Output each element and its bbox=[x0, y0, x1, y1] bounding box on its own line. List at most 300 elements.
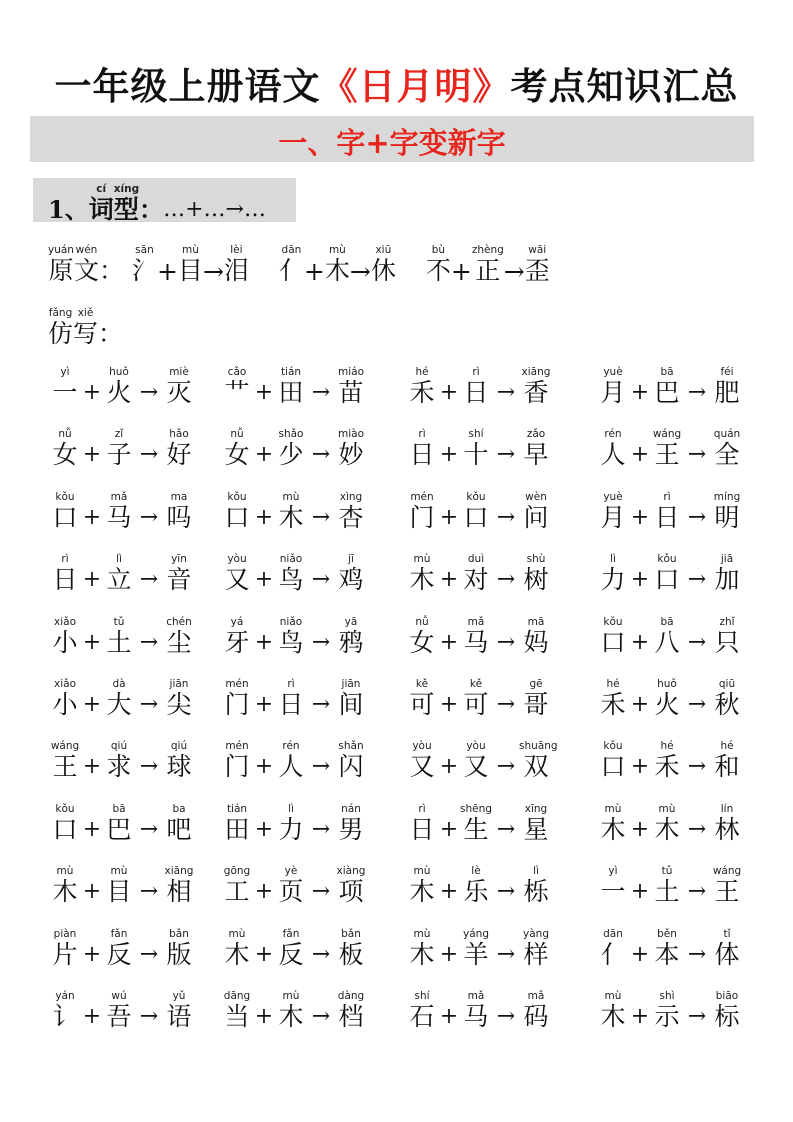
part-a bbox=[405, 678, 439, 720]
pinyin: fǎng bbox=[48, 307, 73, 319]
plus-sign: + bbox=[439, 879, 459, 905]
part-b-pinyin: kǒu bbox=[657, 553, 677, 566]
result-char bbox=[519, 928, 553, 970]
part-a-hanzi: 工 bbox=[224, 877, 250, 907]
plus-sign: + bbox=[630, 380, 650, 405]
result-char-hanzi: 标 bbox=[714, 1001, 740, 1031]
result-char-hanzi: 哥 bbox=[523, 689, 549, 719]
part-a-hanzi: 一 bbox=[600, 877, 626, 907]
part-a bbox=[220, 366, 254, 408]
arrow-sign: → bbox=[496, 691, 516, 717]
plus-sign: + bbox=[82, 380, 102, 405]
part-b bbox=[459, 865, 493, 907]
result-char-pinyin: biāo bbox=[715, 989, 739, 1002]
part-a-pinyin: nǚ bbox=[230, 428, 244, 441]
part-b-hanzi: 木 bbox=[654, 814, 680, 844]
result-char-pinyin: wāi bbox=[528, 244, 547, 256]
result-char-pinyin: jiā bbox=[720, 553, 734, 566]
arrow-sign: → bbox=[311, 691, 331, 717]
result-char bbox=[334, 803, 368, 845]
hanzi: 文 bbox=[73, 256, 99, 285]
result-char-hanzi: 码 bbox=[523, 1001, 549, 1031]
result-char bbox=[519, 616, 553, 658]
title-suffix: 考点知识汇总 bbox=[510, 65, 739, 108]
result-char-hanzi: 样 bbox=[523, 939, 549, 969]
arrow-sign: → bbox=[496, 567, 516, 593]
part-b-hanzi: 又 bbox=[463, 752, 489, 782]
part-a-hanzi: 小 bbox=[52, 689, 78, 719]
result-char-pinyin: qiū bbox=[718, 677, 736, 690]
pinyin: xiě bbox=[77, 307, 94, 319]
part-a-hanzi: 艹 bbox=[224, 378, 250, 407]
arrow-sign: → bbox=[311, 1003, 331, 1029]
part-a bbox=[48, 740, 82, 782]
result-char bbox=[710, 491, 744, 533]
part-b-hanzi: 少 bbox=[278, 440, 304, 470]
part-a-hanzi: 门 bbox=[224, 689, 250, 719]
result-char bbox=[519, 678, 553, 720]
part-b-hanzi: 本 bbox=[654, 939, 680, 969]
result-char-pinyin: jī bbox=[348, 553, 354, 566]
result-char-pinyin: dàng bbox=[337, 989, 365, 1002]
result-char-pinyin: quán bbox=[713, 428, 741, 441]
part-a bbox=[596, 366, 630, 408]
part-a-pinyin: rì bbox=[418, 802, 426, 815]
part-a bbox=[279, 244, 304, 286]
part-b-pinyin: hé bbox=[660, 740, 674, 753]
result-char-hanzi: 鸡 bbox=[338, 565, 364, 595]
part-a-hanzi: 禾 bbox=[409, 378, 435, 407]
arrow-sign: → bbox=[311, 442, 331, 468]
equation-cell bbox=[596, 616, 744, 658]
part-b bbox=[459, 491, 493, 533]
part-b-pinyin: lì bbox=[116, 553, 122, 566]
result-char bbox=[162, 865, 196, 907]
result-char-hanzi: 鸦 bbox=[338, 627, 364, 657]
result-char-hanzi: 相 bbox=[166, 877, 192, 907]
equation-cell bbox=[405, 865, 553, 907]
result-char bbox=[334, 616, 368, 658]
plus-sign: + bbox=[254, 380, 274, 405]
grid-row bbox=[48, 740, 768, 802]
result-char-pinyin: jiān bbox=[169, 677, 189, 690]
plus-sign: + bbox=[630, 816, 650, 842]
part-b-hanzi: 木 bbox=[324, 256, 350, 285]
part-a-hanzi: 月 bbox=[600, 378, 626, 407]
part-a bbox=[596, 990, 630, 1032]
arrow-sign: → bbox=[496, 629, 516, 655]
part-a-hanzi: 口 bbox=[600, 627, 626, 657]
part-a bbox=[596, 928, 630, 970]
plus-sign: + bbox=[82, 879, 102, 905]
result-char bbox=[519, 366, 553, 408]
part-b-pinyin: wú bbox=[111, 989, 127, 1002]
plus-sign: + bbox=[630, 567, 650, 593]
part-b-hanzi: 人 bbox=[278, 752, 304, 782]
arrow-sign: → bbox=[311, 816, 331, 842]
part-b-hanzi: 土 bbox=[106, 627, 132, 657]
result-char-pinyin: bǎn bbox=[341, 927, 361, 940]
result-char-hanzi: 闪 bbox=[338, 752, 364, 782]
part-a bbox=[405, 928, 439, 970]
result-char-hanzi: 秋 bbox=[714, 689, 740, 719]
part-a-hanzi: 当 bbox=[224, 1001, 250, 1031]
result-char bbox=[162, 366, 196, 408]
result-char-hanzi: 星 bbox=[523, 814, 549, 844]
part-b-pinyin: bā bbox=[660, 366, 674, 378]
part-b-pinyin: fǎn bbox=[110, 927, 128, 940]
arrow-sign: → bbox=[687, 816, 707, 842]
part-a-hanzi: 女 bbox=[224, 440, 250, 470]
part-a-pinyin: piàn bbox=[53, 927, 77, 940]
plus-sign: + bbox=[630, 941, 650, 967]
result-char-hanzi: 版 bbox=[166, 939, 192, 969]
part-b-pinyin: yòu bbox=[466, 740, 486, 753]
result-char bbox=[162, 740, 196, 782]
result-char-hanzi: 苗 bbox=[338, 378, 364, 407]
part-b bbox=[102, 928, 136, 970]
part-b-hanzi: 木 bbox=[278, 502, 304, 532]
equation-cell bbox=[220, 928, 368, 970]
part-a-hanzi: 可 bbox=[409, 689, 435, 719]
plus-sign: + bbox=[254, 691, 274, 717]
result-char-pinyin: wèn bbox=[525, 490, 547, 503]
part-b-hanzi: 禾 bbox=[654, 752, 680, 782]
part-a-hanzi: 木 bbox=[52, 877, 78, 907]
arrow-sign: → bbox=[311, 754, 331, 780]
part-a-pinyin: yì bbox=[60, 366, 70, 378]
equation-cell bbox=[596, 990, 744, 1032]
plus-sign: + bbox=[450, 257, 472, 286]
part-a-hanzi: 月 bbox=[600, 502, 626, 532]
equation-cell bbox=[48, 553, 196, 595]
part-a-pinyin: dān bbox=[281, 244, 302, 256]
equation-cell bbox=[220, 740, 368, 782]
part-a bbox=[220, 553, 254, 595]
part-b-pinyin: bā bbox=[660, 615, 674, 628]
part-b-pinyin: duì bbox=[467, 553, 485, 566]
plus-sign: + bbox=[254, 941, 274, 967]
part-b bbox=[274, 616, 308, 658]
part-a bbox=[596, 740, 630, 782]
arrow-sign: → bbox=[496, 504, 516, 530]
result-char bbox=[710, 616, 744, 658]
part-b-hanzi: 求 bbox=[106, 752, 132, 782]
part-b bbox=[102, 990, 136, 1032]
part-b-hanzi: 吾 bbox=[106, 1001, 132, 1031]
arrow-sign: → bbox=[496, 1003, 516, 1029]
plus-sign: + bbox=[254, 629, 274, 655]
part-a bbox=[596, 616, 630, 658]
original-label-char-2 bbox=[74, 244, 99, 286]
part-b-hanzi: 木 bbox=[278, 1001, 304, 1031]
part-b-hanzi: 十 bbox=[463, 440, 489, 470]
arrow-sign: → bbox=[311, 567, 331, 593]
arrow-sign: → bbox=[496, 442, 516, 468]
arrow-sign: → bbox=[139, 691, 159, 717]
part-a-pinyin: lì bbox=[610, 553, 616, 566]
original-equation bbox=[279, 244, 396, 286]
arrow-sign: → bbox=[139, 879, 159, 905]
part-b bbox=[650, 678, 684, 720]
grid-row bbox=[48, 366, 768, 428]
part-a-pinyin: mù bbox=[413, 927, 431, 940]
result-char bbox=[334, 990, 368, 1032]
result-char-hanzi: 全 bbox=[714, 440, 740, 470]
result-char bbox=[519, 740, 558, 782]
part-a-pinyin: rén bbox=[604, 428, 622, 441]
equation-cell bbox=[48, 928, 196, 970]
part-a-pinyin: yá bbox=[230, 615, 244, 628]
result-char-hanzi: 尘 bbox=[166, 627, 192, 657]
original-label-char-1 bbox=[48, 244, 74, 286]
part-b-pinyin: lì bbox=[288, 802, 294, 815]
part-a-pinyin: hé bbox=[606, 677, 620, 690]
result-char-pinyin: lín bbox=[720, 802, 734, 815]
part-a-pinyin: shí bbox=[414, 989, 430, 1002]
part-a bbox=[405, 803, 439, 845]
part-a-hanzi: 王 bbox=[52, 752, 78, 782]
part-a-pinyin: mén bbox=[225, 740, 249, 753]
title-prefix: 一年级上册语文 bbox=[54, 65, 321, 108]
part-a-pinyin: yòu bbox=[227, 553, 247, 566]
part-b bbox=[650, 366, 684, 408]
result-char-hanzi: 问 bbox=[523, 502, 549, 532]
part-a bbox=[48, 491, 82, 533]
section-label: 一、字+字变新字 bbox=[278, 126, 506, 160]
pinyin: wén bbox=[75, 244, 98, 256]
part-a-hanzi: 讠 bbox=[52, 1001, 78, 1031]
part-a bbox=[220, 428, 254, 470]
subsection-heading bbox=[48, 183, 266, 225]
part-a-pinyin: rì bbox=[418, 428, 426, 441]
part-b-pinyin: shǎo bbox=[278, 428, 304, 441]
part-b-hanzi: 子 bbox=[106, 440, 132, 470]
result-char-hanzi: 板 bbox=[338, 939, 364, 969]
part-b bbox=[274, 491, 308, 533]
grid-row bbox=[48, 428, 768, 490]
arrow-sign: → bbox=[687, 941, 707, 967]
plus-sign: + bbox=[82, 1003, 102, 1029]
part-a-hanzi: 木 bbox=[409, 565, 435, 595]
part-b-hanzi: 页 bbox=[278, 877, 304, 907]
part-b bbox=[102, 553, 136, 595]
original-line bbox=[48, 244, 550, 286]
part-a-hanzi: 木 bbox=[600, 814, 626, 844]
part-b-pinyin: mù bbox=[110, 865, 128, 878]
part-b bbox=[650, 553, 684, 595]
equation-cell bbox=[596, 928, 744, 970]
equation-cell bbox=[220, 990, 368, 1032]
part-a-pinyin: kǒu bbox=[603, 615, 623, 628]
arrow-sign: → bbox=[687, 879, 707, 905]
grid-row bbox=[48, 616, 768, 678]
arrow-sign: → bbox=[687, 567, 707, 593]
part-a-hanzi: 口 bbox=[224, 502, 250, 532]
hanzi: 原 bbox=[48, 256, 74, 285]
result-char bbox=[162, 990, 196, 1032]
part-a-pinyin: nǚ bbox=[58, 428, 72, 441]
arrow-sign: → bbox=[496, 816, 516, 842]
part-b-pinyin: qiú bbox=[110, 740, 128, 753]
result-char bbox=[710, 553, 744, 595]
part-a bbox=[596, 428, 630, 470]
part-a-hanzi: 门 bbox=[224, 752, 250, 782]
part-a-hanzi: 力 bbox=[600, 565, 626, 595]
part-b-pinyin: huǒ bbox=[109, 366, 129, 378]
grid-row bbox=[48, 990, 768, 1052]
result-char-hanzi: 语 bbox=[166, 1001, 192, 1031]
part-a-pinyin: hé bbox=[415, 366, 429, 378]
result-char-pinyin: shù bbox=[526, 553, 546, 566]
result-char-pinyin: qiú bbox=[170, 740, 188, 753]
part-a bbox=[220, 928, 254, 970]
part-a-hanzi: 人 bbox=[600, 440, 626, 470]
equation-cell bbox=[405, 366, 553, 408]
part-a bbox=[596, 865, 630, 907]
part-a-pinyin: dān bbox=[603, 927, 623, 940]
equation-cell bbox=[596, 428, 744, 470]
equation-cell bbox=[48, 803, 196, 845]
subsection-pattern: …+…→… bbox=[163, 197, 266, 222]
result-char bbox=[162, 428, 196, 470]
grid-row bbox=[48, 865, 768, 927]
arrow-sign: → bbox=[139, 754, 159, 780]
pinyin: yuán bbox=[48, 244, 74, 256]
equation-cell bbox=[220, 366, 368, 408]
part-a bbox=[405, 990, 439, 1032]
part-a bbox=[48, 366, 82, 408]
part-a bbox=[48, 990, 82, 1032]
part-b-pinyin: rì bbox=[287, 677, 295, 690]
equation-cell bbox=[220, 553, 368, 595]
equation-cell bbox=[220, 616, 368, 658]
result-char-pinyin: hé bbox=[720, 740, 734, 753]
plus-sign: + bbox=[439, 380, 459, 405]
part-b-hanzi: 火 bbox=[654, 689, 680, 719]
equation-cell bbox=[596, 366, 744, 408]
term-char-1 bbox=[89, 183, 114, 225]
equation-cell bbox=[405, 990, 553, 1032]
part-a-hanzi: 木 bbox=[409, 877, 435, 907]
part-b-pinyin: dà bbox=[112, 677, 126, 690]
arrow-sign: → bbox=[139, 380, 159, 405]
part-b-pinyin: mù bbox=[282, 989, 300, 1002]
result-char-hanzi: 好 bbox=[166, 440, 192, 470]
plus-sign: + bbox=[254, 816, 274, 842]
part-a-hanzi: 不 bbox=[425, 256, 451, 285]
equation-cell bbox=[48, 740, 196, 782]
imitate-label-char-1 bbox=[48, 307, 73, 349]
part-a-pinyin: wáng bbox=[50, 740, 80, 753]
equation-cell bbox=[596, 678, 744, 720]
plus-sign: + bbox=[439, 816, 459, 842]
part-b-pinyin: mǎ bbox=[467, 615, 485, 628]
result-char bbox=[519, 990, 553, 1032]
composition-grid bbox=[48, 366, 768, 1052]
part-b bbox=[274, 865, 308, 907]
plus-sign: + bbox=[156, 257, 178, 286]
part-b bbox=[102, 740, 136, 782]
arrow-sign: → bbox=[496, 754, 516, 780]
part-a-pinyin: yuè bbox=[603, 366, 623, 378]
imitate-colon: ： bbox=[98, 319, 124, 348]
result-char bbox=[162, 553, 196, 595]
result-char-hanzi: 王 bbox=[714, 877, 740, 907]
result-char-pinyin: lèi bbox=[230, 244, 243, 256]
part-a bbox=[405, 616, 439, 658]
equation-cell bbox=[48, 616, 196, 658]
equation-cell bbox=[220, 865, 368, 907]
part-b-pinyin: zhèng bbox=[471, 244, 504, 256]
part-a-pinyin: kǒu bbox=[55, 802, 75, 815]
part-a-pinyin: yì bbox=[608, 865, 618, 878]
result-char bbox=[710, 740, 744, 782]
plus-sign: + bbox=[439, 691, 459, 717]
part-a bbox=[220, 803, 254, 845]
part-a-hanzi: 日 bbox=[52, 565, 78, 595]
part-a-pinyin: kǒu bbox=[55, 490, 75, 503]
result-char bbox=[710, 928, 744, 970]
part-b bbox=[459, 616, 493, 658]
part-b bbox=[459, 678, 493, 720]
arrow-sign: → bbox=[139, 442, 159, 468]
part-b-pinyin: yáng bbox=[463, 927, 489, 940]
plus-sign: + bbox=[254, 442, 274, 468]
result-char-hanzi: 林 bbox=[714, 814, 740, 844]
term-char-2-hanzi: 型 bbox=[113, 195, 139, 224]
result-char-pinyin: shǎn bbox=[338, 740, 364, 753]
plus-sign: + bbox=[254, 567, 274, 593]
result-char-hanzi: 泪 bbox=[223, 256, 249, 285]
part-a bbox=[405, 428, 439, 470]
plus-sign: + bbox=[439, 629, 459, 655]
part-a-pinyin: kě bbox=[415, 677, 429, 690]
part-a-hanzi: 口 bbox=[600, 752, 626, 782]
result-char-hanzi: 间 bbox=[338, 689, 364, 719]
arrow-sign: → bbox=[139, 504, 159, 530]
part-b bbox=[102, 428, 136, 470]
part-b-hanzi: 口 bbox=[654, 565, 680, 595]
part-a-pinyin: dāng bbox=[223, 989, 251, 1002]
part-b-hanzi: 八 bbox=[654, 627, 680, 657]
arrow-sign: → bbox=[139, 1003, 159, 1029]
equation-cell bbox=[220, 428, 368, 470]
part-a-pinyin: yuè bbox=[603, 490, 623, 503]
result-char bbox=[334, 928, 368, 970]
part-b bbox=[274, 678, 308, 720]
part-b bbox=[274, 740, 308, 782]
equation-cell bbox=[220, 678, 368, 720]
part-a bbox=[48, 928, 82, 970]
original-equation bbox=[132, 244, 249, 286]
part-b-hanzi: 日 bbox=[654, 502, 680, 532]
equation-cell bbox=[596, 553, 744, 595]
part-a bbox=[48, 803, 82, 845]
part-a-pinyin: tián bbox=[226, 802, 248, 815]
part-a bbox=[220, 990, 254, 1032]
equation-cell bbox=[405, 553, 553, 595]
result-char-hanzi: 档 bbox=[338, 1001, 364, 1031]
part-b-pinyin: huǒ bbox=[657, 677, 677, 690]
part-b-hanzi: 正 bbox=[475, 256, 501, 285]
plus-sign: + bbox=[630, 754, 650, 780]
section-header bbox=[30, 116, 754, 162]
part-a-hanzi: 牙 bbox=[224, 627, 250, 657]
result-char bbox=[710, 803, 744, 845]
result-char bbox=[525, 244, 550, 286]
part-b-hanzi: 立 bbox=[106, 565, 132, 595]
